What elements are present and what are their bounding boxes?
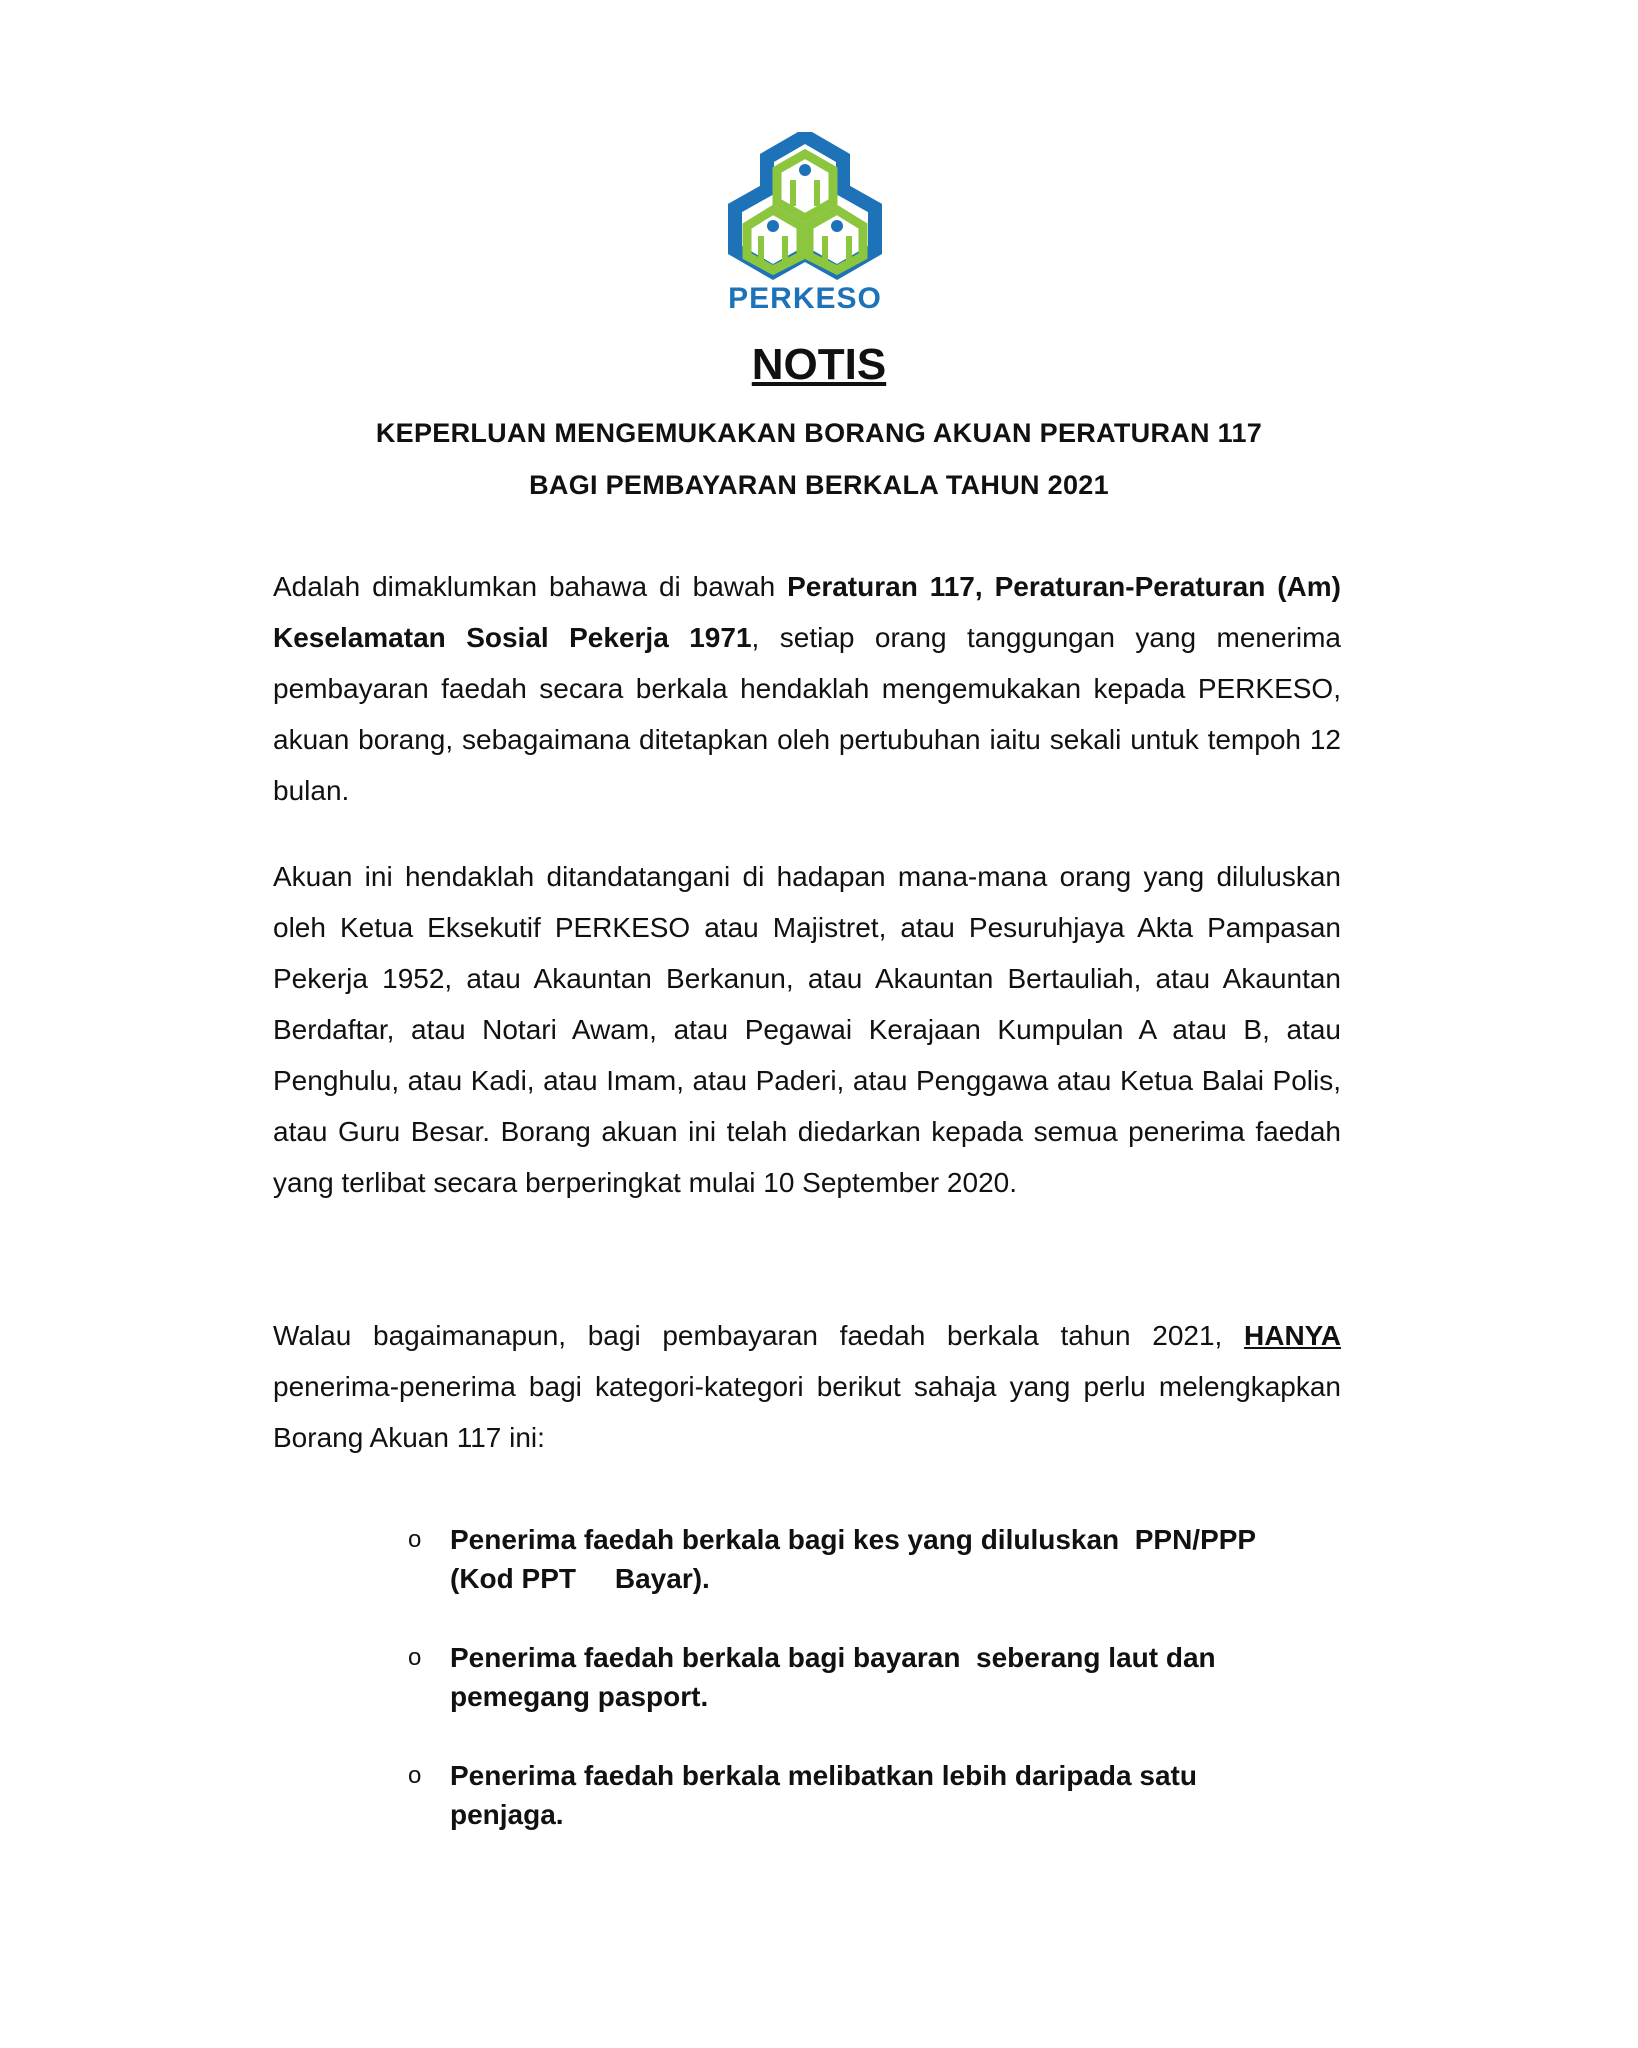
logo-text: PERKESO xyxy=(728,282,882,315)
subtitle-line-2: BAGI PEMBAYARAN BERKALA TAHUN 2021 xyxy=(529,470,1109,500)
list-item-line: Penerima faedah berkala bagi bayaran seberang laut dan xyxy=(450,1642,1216,1673)
perkeso-logo xyxy=(725,132,885,322)
bullet-marker: o xyxy=(408,1762,422,1789)
list-item-line: (Kod PPT Bayar). xyxy=(450,1563,710,1594)
subtitle-line-1: KEPERLUAN MENGEMUKAKAN BORANG AKUAN PERATURAN 117 xyxy=(375,418,1263,448)
p1-text-a: Adalah dimaklumkan bahawa di bawah xyxy=(273,571,788,602)
paragraph-1 xyxy=(273,561,1341,816)
perkeso-logo-icon xyxy=(725,132,885,282)
list-item-line: Penerima faedah berkala bagi kes yang diluluskan PPN/PPP xyxy=(450,1524,1257,1555)
page-title: NOTIS xyxy=(751,340,887,389)
p1-text-c: , setiap orang tanggungan yang menerima pembayaran faedah secara berkala hendaklah mengemukakan kepada PERKESO, akuan borang, sebagaimana ditetapkan oleh pertubuhan iaitu sekali untuk tempoh 12 bulan. xyxy=(273,622,1341,806)
bullet-marker: o xyxy=(408,1526,422,1553)
p1-regulation-reference: Peraturan 117, Peraturan-Peraturan (Am) Keselamatan Sosial Pekerja 1971 xyxy=(273,571,1341,653)
p3-text-c: penerima-penerima bagi kategori-kategori berikut sahaja yang perlu melengkapkan Borang Akuan 117 ini: xyxy=(273,1371,1341,1453)
paragraph-3 xyxy=(273,1310,1341,1463)
p3-emphasis: HANYA xyxy=(1244,1320,1341,1351)
list-item-line: Penerima faedah berkala melibatkan lebih daripada satu xyxy=(450,1760,1197,1791)
list-item-line: pemegang pasport. xyxy=(450,1681,709,1712)
paragraph-2: Akuan ini hendaklah ditandatangani di hadapan mana-mana orang yang diluluskan oleh Ketua Eksekutif PERKESO atau Majistret, atau Pesuruhjaya Akta Pampasan Pekerja 1952, atau Akauntan Berkanun, atau Akauntan Bertauliah, atau Akauntan Berdaftar, atau Notari Awam, atau Pegawai Kerajaan Kumpulan A atau B, atau Penghulu, atau Kadi, atau Imam, atau Paderi, atau Penggawa atau Ketua Balai Polis, atau Guru Besar. Borang akuan ini telah diedarkan kepada semua penerima faedah yang terlibat secara berperingkat mulai 10 September 2020. xyxy=(273,861,1341,1198)
list-item-line: penjaga. xyxy=(450,1799,564,1830)
p3-text-a: Walau bagaimanapun, bagi pembayaran faedah berkala tahun 2021, xyxy=(273,1320,1244,1351)
bullet-marker: o xyxy=(408,1644,422,1671)
